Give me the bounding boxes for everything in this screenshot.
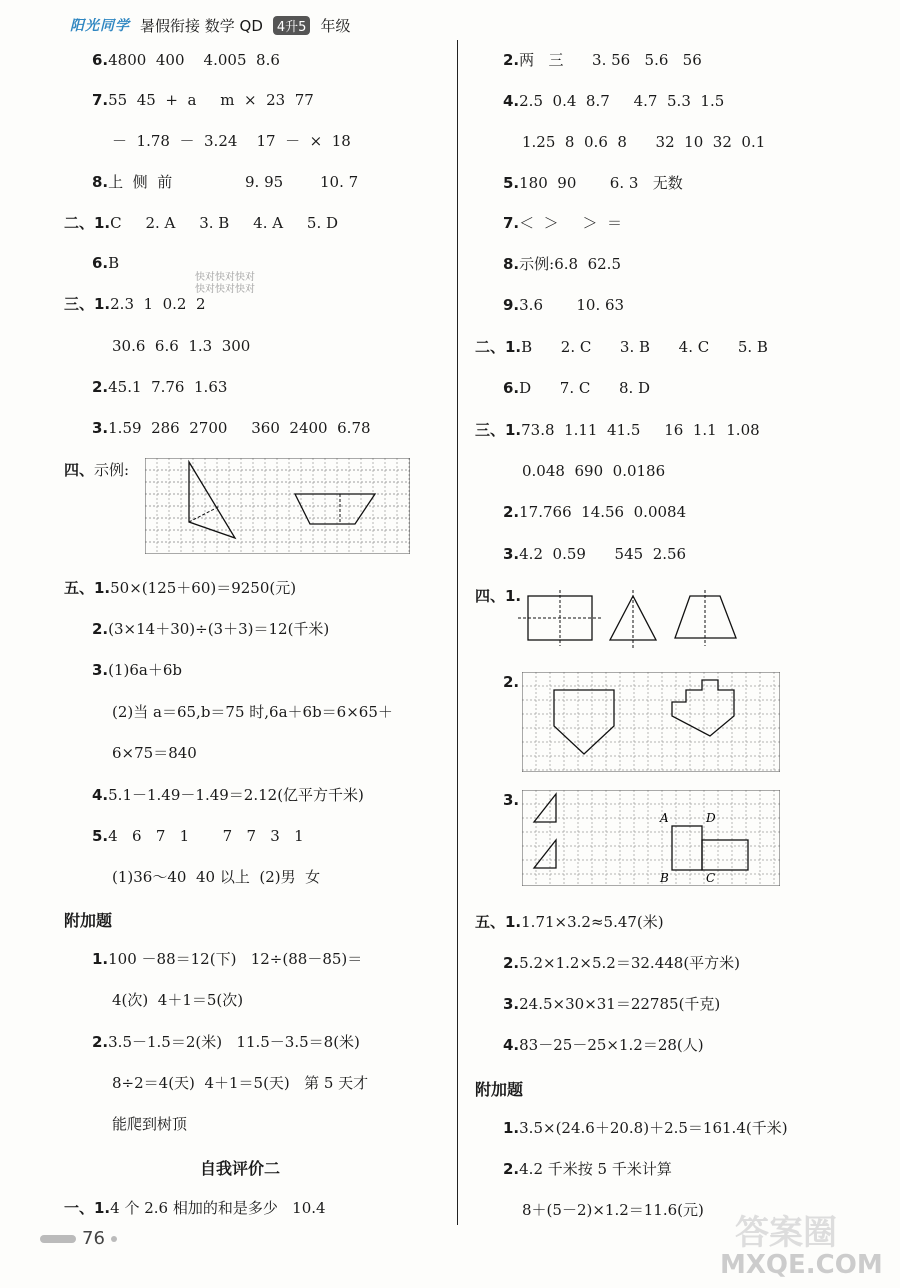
answer-line: 4(次) 4＋1＝5(次) bbox=[112, 991, 244, 1009]
point-label-a: A bbox=[660, 811, 669, 825]
stamp-watermark: 快对快对快对 快对快对快对 bbox=[195, 272, 255, 295]
answer-line: 1.100 －88＝12(下) 12÷(88－85)＝ bbox=[92, 950, 363, 968]
footer-dot bbox=[111, 1236, 117, 1242]
symmetry-shapes-figure bbox=[518, 590, 748, 650]
answer-line: 3.24.5×30×31＝22785(千克) bbox=[503, 995, 721, 1013]
answer-line-q10: 10. 7 bbox=[320, 173, 359, 191]
grid-figure-triangle-parallelogram bbox=[145, 458, 410, 554]
answer-line: 2.4.2 千米按 5 千米计算 bbox=[503, 1160, 672, 1178]
brand-watermark: 答案圈 bbox=[735, 1213, 837, 1253]
answer-line: 2.两 三 3. 56 5.6 56 bbox=[503, 51, 702, 69]
grade-suffix: 年级 bbox=[320, 16, 351, 35]
answer-line: 8.示例:6.8 62.5 bbox=[503, 255, 621, 273]
answer-line: 5.4 6 7 1 7 7 3 1 bbox=[92, 827, 304, 845]
answer-line: 四、1. bbox=[475, 587, 522, 605]
answer-line: 9.3.6 10. 63 bbox=[503, 296, 625, 314]
site-watermark: MXQE.COM bbox=[720, 1250, 883, 1280]
answer-line: 5.180 90 6. 3 无数 bbox=[503, 174, 683, 192]
grid-figure-translation bbox=[522, 790, 780, 886]
answer-line: 8.上 侧 前 bbox=[92, 173, 173, 191]
point-label-c: C bbox=[706, 871, 716, 885]
answer-line: 一、1.4 个 2.6 相加的和是多少 10.4 bbox=[64, 1199, 326, 1217]
footer-bar bbox=[40, 1235, 76, 1243]
answer-line-q9: 9. 95 bbox=[245, 173, 284, 191]
answer-line: 2.45.1 7.76 1.63 bbox=[92, 378, 228, 396]
answer-line: 五、1.50×(125＋60)＝9250(元) bbox=[64, 579, 297, 597]
answer-line: 1.3.5×(24.6＋20.8)＋2.5＝161.4(千米) bbox=[503, 1119, 788, 1137]
answer-line: (1)36～40 40 以上 (2)男 女 bbox=[112, 868, 321, 886]
answer-line: － 1.78 － 3.24 17 － × 18 bbox=[112, 132, 351, 150]
answer-line: 2.3.5－1.5＝2(米) 11.5－3.5＝8(米) bbox=[92, 1033, 360, 1051]
answer-line: 8÷2＝4(天) 4＋1＝5(天) 第 5 天才 bbox=[112, 1074, 369, 1092]
bonus-heading: 附加题 bbox=[475, 1080, 524, 1099]
answer-line: 30.6 6.6 1.3 300 bbox=[112, 337, 251, 355]
answer-line: 二、1.B 2. C 3. B 4. C 5. B bbox=[475, 338, 768, 356]
page-number: 76 bbox=[82, 1228, 105, 1249]
answer-line: 四、示例: bbox=[64, 461, 130, 479]
answer-line: 6.B bbox=[92, 254, 120, 272]
answer-line: 3.1.59 286 2700 360 2400 6.78 bbox=[92, 419, 371, 437]
answer-line: 4.2.5 0.4 8.7 4.7 5.3 1.5 bbox=[503, 92, 725, 110]
answer-line: 6.D 7. C 8. D bbox=[503, 379, 651, 397]
bonus-heading: 附加题 bbox=[64, 911, 113, 930]
answer-line: 6.4800 400 4.005 8.6 bbox=[92, 51, 280, 69]
section-title: 自我评价二 bbox=[200, 1159, 281, 1178]
answer-line: (2)当 a＝65,b＝75 时,6a＋6b＝6×65＋ bbox=[112, 703, 393, 721]
answer-line: 三、1.73.8 1.11 41.5 16 1.1 1.08 bbox=[475, 421, 760, 439]
answer-line: 3. bbox=[503, 791, 520, 809]
answer-line: 2.5.2×1.2×5.2＝32.448(平方米) bbox=[503, 954, 741, 972]
answer-line: 三、1.2.3 1 0.2 2 bbox=[64, 295, 206, 313]
grade-badge: 4升5 bbox=[273, 16, 311, 35]
book-title: 暑假衔接 数学 QD bbox=[140, 16, 263, 35]
answer-line: 能爬到树顶 bbox=[112, 1115, 188, 1133]
answer-line: 7.＜ ＞ ＞ ＝ bbox=[503, 214, 623, 232]
answer-line: 8＋(5－2)×1.2＝11.6(元) bbox=[522, 1201, 704, 1219]
answer-line: 6×75＝840 bbox=[112, 744, 197, 762]
answer-line: 3.4.2 0.59 545 2.56 bbox=[503, 545, 687, 563]
answer-line: 2.(3×14＋30)÷(3＋3)＝12(千米) bbox=[92, 620, 330, 638]
column-divider bbox=[457, 40, 458, 1225]
answer-line: 2.17.766 14.56 0.0084 bbox=[503, 503, 687, 521]
page-footer bbox=[40, 1228, 117, 1249]
page-header bbox=[70, 12, 350, 38]
answer-line: 0.048 690 0.0186 bbox=[522, 462, 666, 480]
answer-line: 3.(1)6a＋6b bbox=[92, 661, 183, 679]
brand-logo: 阳光同学 bbox=[70, 18, 130, 34]
grid-figure-houses bbox=[522, 672, 780, 772]
answer-line: 二、1.C 2. A 3. B 4. A 5. D bbox=[64, 214, 339, 232]
point-label-b: B bbox=[660, 871, 669, 885]
answer-line: 2. bbox=[503, 673, 520, 691]
answer-line: 1.25 8 0.6 8 32 10 32 0.1 bbox=[522, 133, 766, 151]
answer-line: 4.83－25－25×1.2＝28(人) bbox=[503, 1036, 704, 1054]
answer-line: 7.55 45 + a m × 23 77 bbox=[92, 91, 314, 109]
point-label-d: D bbox=[706, 811, 716, 825]
answer-line: 五、1.1.71×3.2≈5.47(米) bbox=[475, 913, 664, 931]
answer-line: 4.5.1－1.49－1.49＝2.12(亿平方千米) bbox=[92, 786, 364, 804]
